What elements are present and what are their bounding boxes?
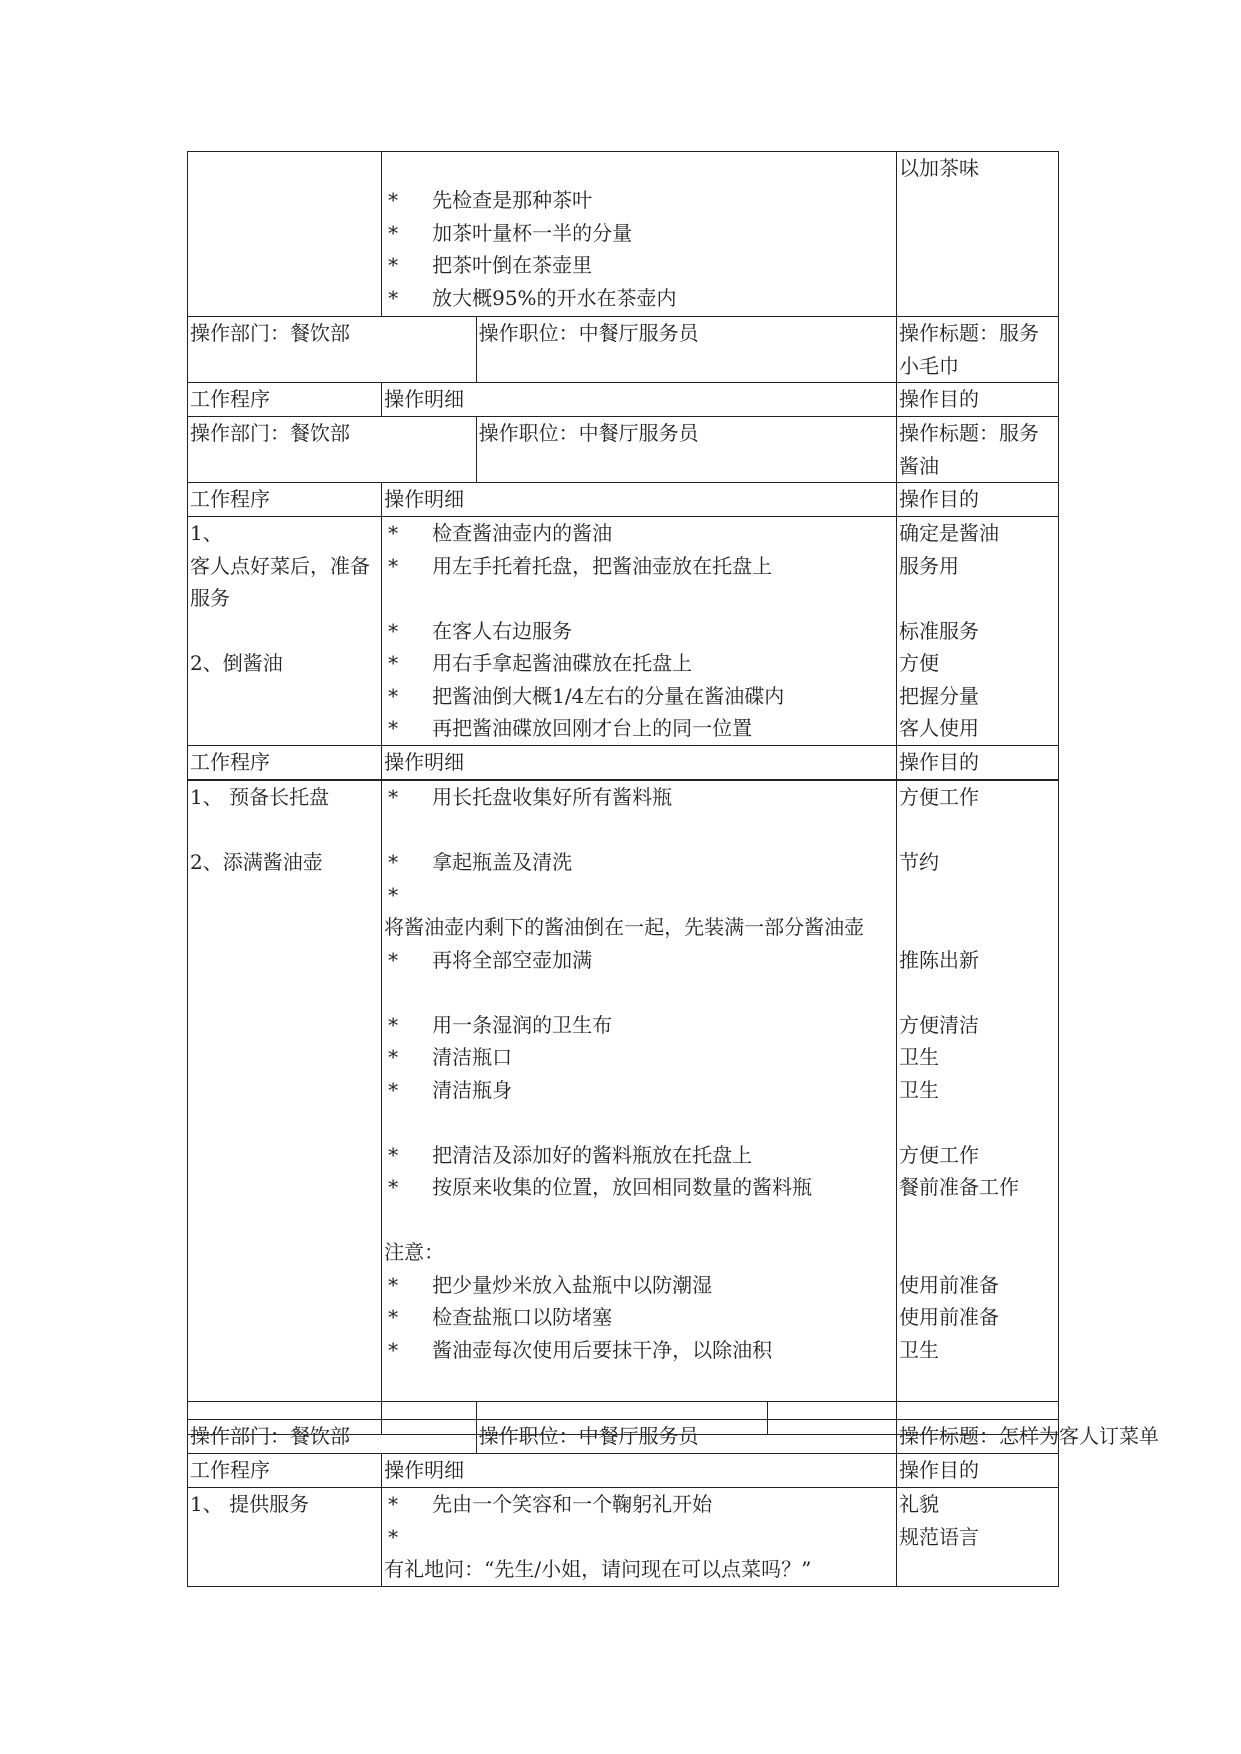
list-item: * 再把酱油碟放回刚才台上的同一位置 bbox=[388, 716, 753, 740]
list-item: * 把少量炒米放入盐瓶中以防潮湿 bbox=[388, 1272, 713, 1297]
detail-header: 操作明细 bbox=[382, 746, 897, 781]
soy-service-row bbox=[188, 517, 1059, 746]
refill-row bbox=[188, 780, 1059, 1402]
position-label: 操作职位：中餐厅服务员 bbox=[476, 1420, 896, 1454]
column-header-row bbox=[188, 746, 1059, 781]
list-item: 有礼地问：“先生/小姐，请问现在可以点菜吗？” bbox=[384, 1557, 812, 1581]
list-item: 将酱油壶内剩下的酱油倒在一起，先装满一部分酱油壶 bbox=[384, 915, 865, 939]
list-item: * 把茶叶倒在茶壶里 bbox=[388, 253, 593, 277]
list-item: * 用右手拿起酱油碟放在托盘上 bbox=[388, 651, 693, 675]
list-item: * 再将全部空壶加满 bbox=[388, 947, 593, 972]
refill-program-cell: 1、 预备长托盘 2、添满酱油壶 bbox=[188, 780, 382, 1402]
soy-purpose-cell: 确定是酱油 服务用 标准服务 方便 把握分量 客人使用 bbox=[897, 517, 1059, 746]
list-item: * 在客人右边服务 bbox=[388, 618, 573, 643]
procedure-table-1 bbox=[187, 151, 1059, 1435]
list-item: * 先检查是那种茶叶 bbox=[388, 188, 593, 212]
note-label: 注意： bbox=[384, 1240, 445, 1264]
order-program-cell: 1、 提供服务 bbox=[188, 1488, 382, 1587]
towel-header-row bbox=[188, 317, 1059, 383]
list-item: * 检查盐瓶口以防堵塞 bbox=[388, 1305, 613, 1329]
dept-label: 操作部门：餐饮部 bbox=[188, 317, 477, 383]
program-header: 工作程序 bbox=[188, 746, 382, 781]
soy-header-row bbox=[188, 417, 1059, 483]
list-item: * 用长托盘收集好所有酱料瓶 bbox=[388, 785, 673, 809]
position-label: 操作职位：中餐厅服务员 bbox=[476, 317, 896, 383]
list-item: * 清洁瓶身 bbox=[388, 1077, 513, 1102]
order-purpose-cell: 礼貌 规范语言 bbox=[897, 1488, 1059, 1587]
list-item: * 把清洁及添加好的酱料瓶放在托盘上 bbox=[388, 1142, 753, 1167]
dept-label: 操作部门：餐饮部 bbox=[188, 1420, 477, 1454]
dept-label: 操作部门：餐饮部 bbox=[188, 417, 477, 483]
procedure-table-2 bbox=[187, 1419, 1160, 1587]
title-label: 操作标题：服务酱油 bbox=[897, 417, 1059, 483]
tea-detail-cell bbox=[382, 152, 897, 317]
tea-program-cell bbox=[188, 152, 382, 317]
program-header: 工作程序 bbox=[188, 1454, 382, 1488]
purpose-header: 操作目的 bbox=[897, 483, 1059, 517]
order-service-row bbox=[188, 1488, 1059, 1587]
refill-purpose-cell: 方便工作 节约 推陈出新 方便清洁 卫生 卫生 方便工作 餐前准备工作 使用前准备 使用前准备 卫生 bbox=[897, 780, 1059, 1402]
soy-program-cell: 1、 客人点好菜后，准备服务 2、倒酱油 bbox=[188, 517, 382, 746]
detail-header: 操作明细 bbox=[382, 383, 897, 417]
list-item: * bbox=[388, 1524, 399, 1549]
list-item: * 清洁瓶口 bbox=[388, 1045, 513, 1069]
column-header-row bbox=[188, 383, 1059, 417]
list-item: * 用一条湿润的卫生布 bbox=[388, 1012, 613, 1037]
list-item: * 加茶叶量杯一半的分量 bbox=[388, 220, 633, 245]
title-label: 操作标题：服务小毛巾 bbox=[897, 317, 1059, 383]
tea-purpose-cell: 以加茶味 bbox=[897, 152, 1059, 317]
order-header-row bbox=[188, 1420, 1059, 1454]
refill-detail-cell bbox=[382, 780, 897, 1402]
column-header-row bbox=[188, 1454, 1059, 1488]
list-item: * 酱油壶每次使用后要抹干净，以除油积 bbox=[388, 1337, 773, 1362]
list-item: * 拿起瓶盖及清洗 bbox=[388, 850, 573, 874]
position-label: 操作职位：中餐厅服务员 bbox=[476, 417, 896, 483]
order-detail-cell bbox=[382, 1488, 897, 1587]
list-item: * 先由一个笑容和一个鞠躬礼开始 bbox=[388, 1492, 713, 1516]
soy-detail-cell bbox=[382, 517, 897, 746]
program-header: 工作程序 bbox=[188, 483, 382, 517]
detail-header: 操作明细 bbox=[382, 1454, 897, 1488]
purpose-header: 操作目的 bbox=[897, 383, 1059, 417]
list-item: * 用左手托着托盘，把酱油壶放在托盘上 bbox=[388, 553, 773, 578]
list-item: * 把酱油倒大概1/4左右的分量在酱油碟内 bbox=[388, 683, 785, 708]
program-header: 工作程序 bbox=[188, 383, 382, 417]
list-item: * 检查酱油壶内的酱油 bbox=[388, 521, 613, 545]
purpose-header: 操作目的 bbox=[897, 1454, 1059, 1488]
column-header-row bbox=[188, 483, 1059, 517]
title-label: 操作标题：怎样为客人订菜单 bbox=[897, 1420, 1059, 1454]
tea-steps-row bbox=[188, 152, 1059, 317]
list-item: * 放大概95%的开水在茶壶内 bbox=[388, 285, 677, 310]
list-item: * 按原来收集的位置，放回相同数量的酱料瓶 bbox=[388, 1175, 813, 1199]
list-item: * bbox=[388, 882, 399, 907]
purpose-header: 操作目的 bbox=[897, 746, 1059, 781]
detail-header: 操作明细 bbox=[382, 483, 897, 517]
